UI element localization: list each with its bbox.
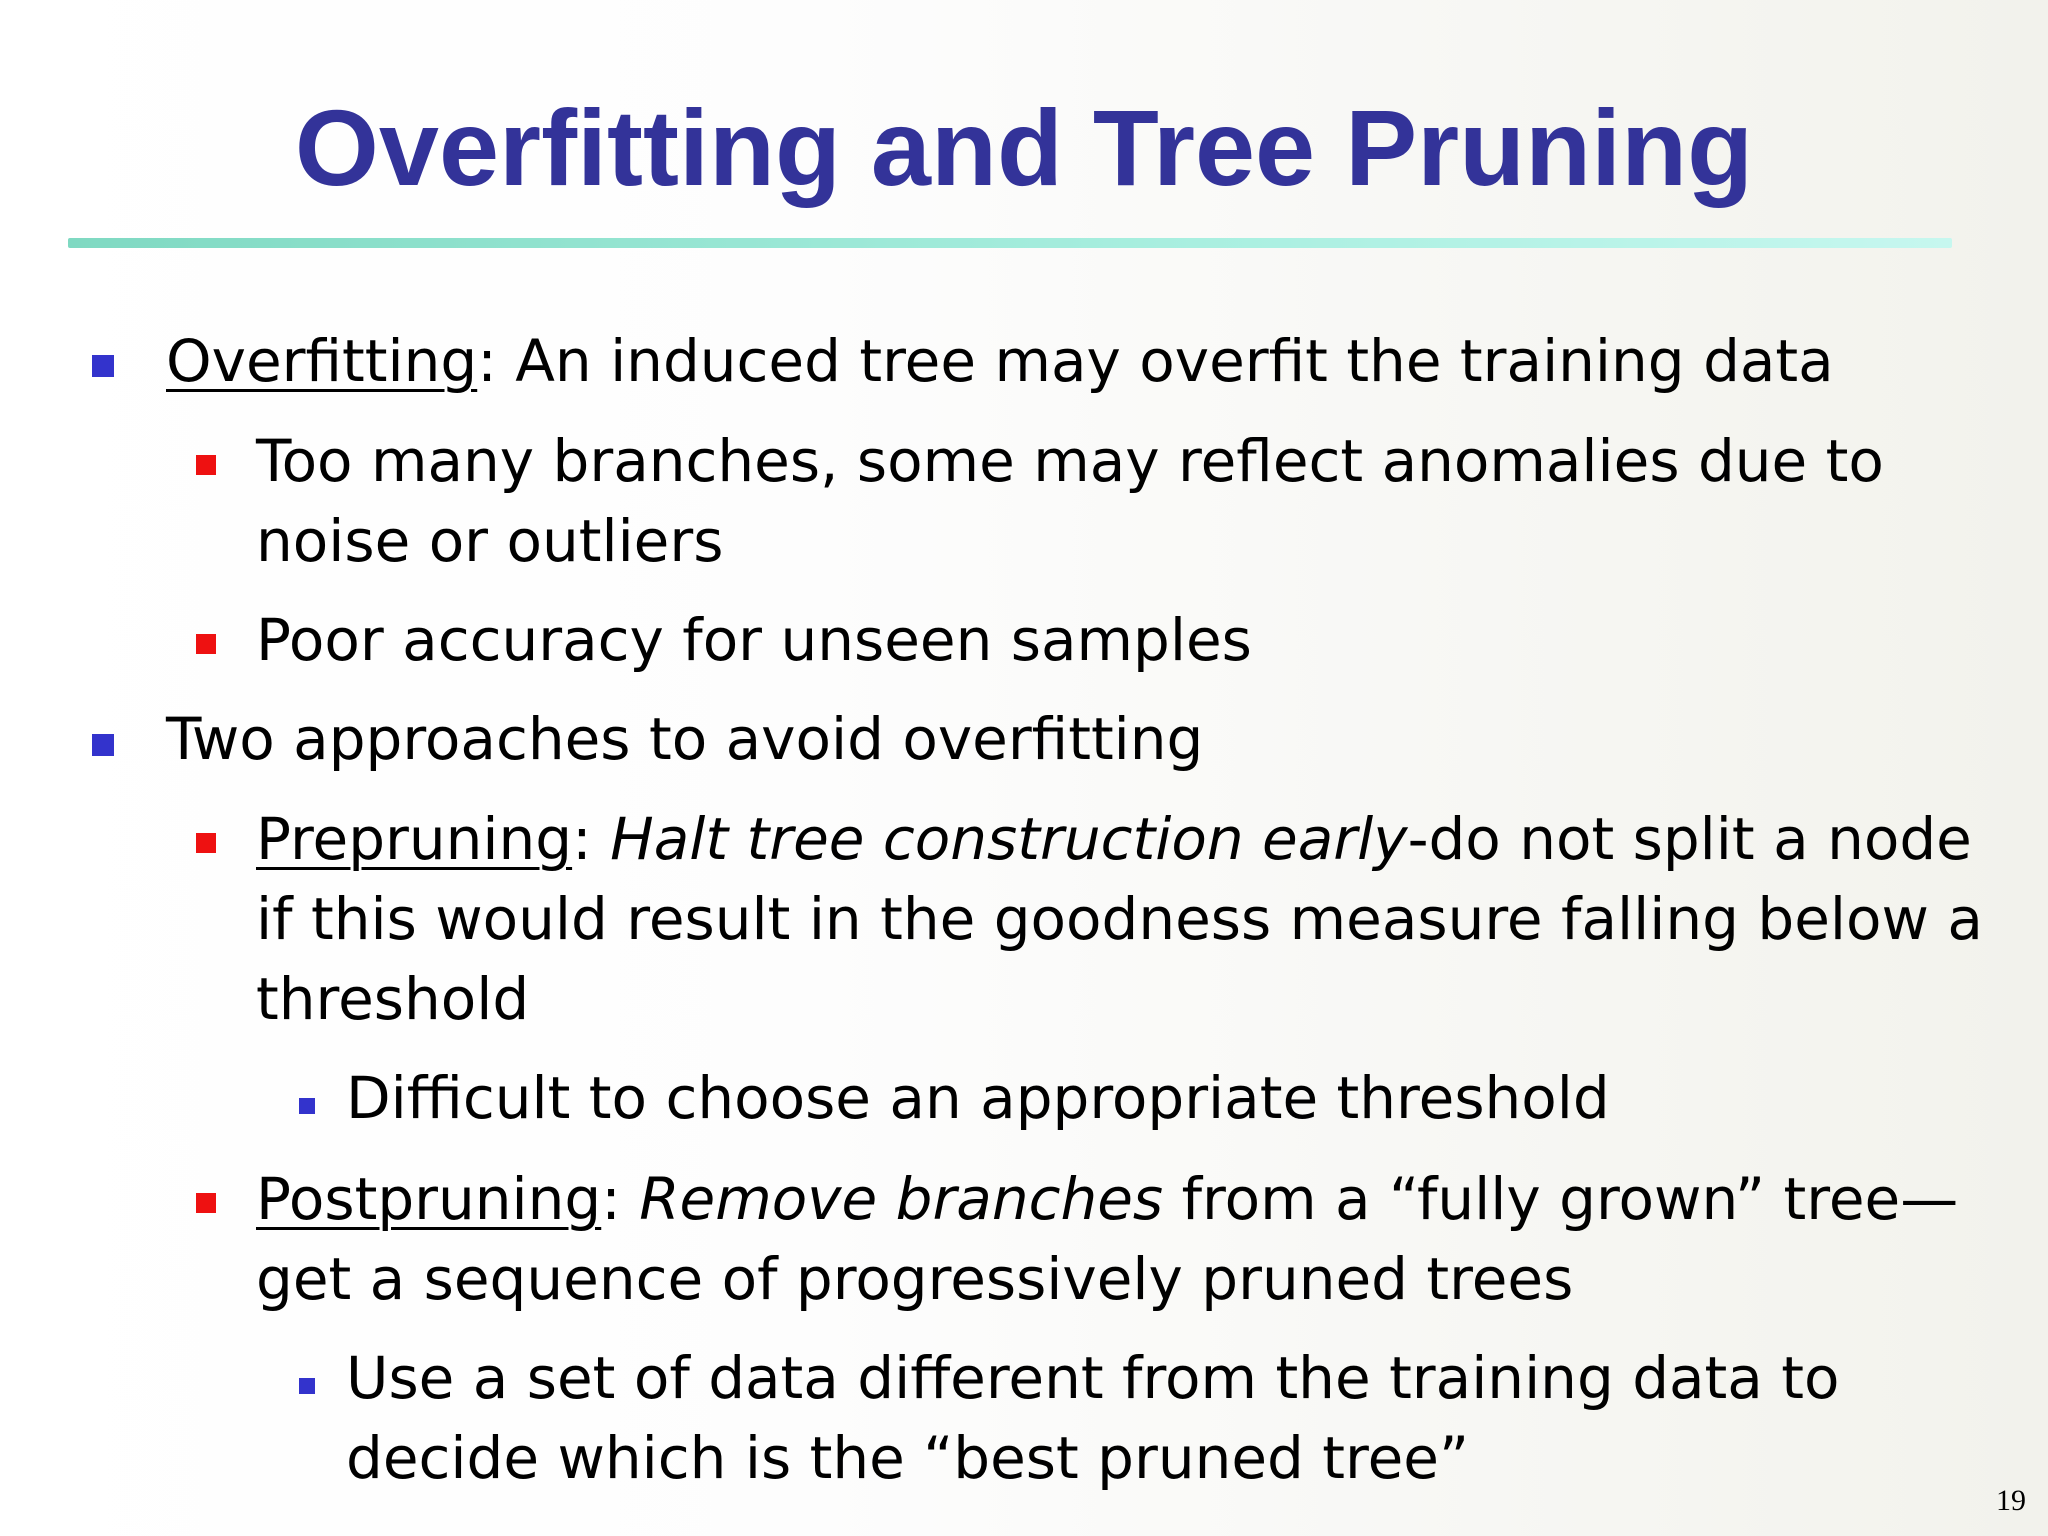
postpruning-colon: :: [601, 1165, 640, 1233]
term-prepruning: Prepruning: [256, 805, 573, 873]
postpruning-italic: Remove branches: [639, 1165, 1164, 1233]
title-underline-rule: [68, 238, 1952, 248]
level2-bullet-icon: [196, 634, 216, 654]
bullet-validation-line1: Use a set of data different from the training data to: [346, 1344, 1840, 1412]
bullet-overfitting: [166, 320, 1834, 402]
prepruning-rest: -do not split a node: [1407, 805, 1972, 873]
level2-bullet-icon: [196, 455, 216, 475]
slide-title: Overfitting and Tree Pruning: [294, 87, 1754, 208]
prepruning-colon: :: [572, 805, 611, 873]
postpruning-rest: from a “fully grown” tree—: [1163, 1165, 1959, 1233]
level3-bullet-icon: [299, 1378, 315, 1394]
bullet-postpruning-line2: get a sequence of progressively pruned trees: [256, 1245, 1574, 1313]
term-overfitting: Overfitting: [166, 327, 478, 395]
bullet-prepruning-line3: threshold: [256, 965, 530, 1033]
term-postpruning: Postpruning: [256, 1165, 602, 1233]
level2-bullet-icon: [196, 1193, 216, 1213]
bullet-poor-accuracy: Poor accuracy for unseen samples: [256, 606, 1252, 674]
bullet-postpruning-line1: [256, 1158, 1958, 1240]
overfitting-definition: : An induced tree may overfit the training data: [477, 327, 1834, 395]
prepruning-italic: Halt tree construction early: [610, 805, 1408, 873]
level1-bullet-icon: [92, 355, 114, 377]
level1-bullet-icon: [92, 734, 114, 756]
bullet-difficult-threshold: Difficult to choose an appropriate threshold: [346, 1064, 1610, 1132]
bullet-prepruning-line1: [256, 798, 1972, 880]
bullet-two-approaches: Two approaches to avoid overfitting: [166, 705, 1204, 773]
page-number: 19: [1996, 1484, 2026, 1517]
level3-bullet-icon: [299, 1098, 315, 1114]
bullet-too-many-branches-line1: Too many branches, some may reflect anomalies due to: [256, 427, 1884, 495]
level2-bullet-icon: [196, 833, 216, 853]
bullet-too-many-branches-line2: noise or outliers: [256, 507, 724, 575]
bullet-validation-line2: decide which is the “best pruned tree”: [346, 1424, 1470, 1492]
bullet-prepruning-line2: if this would result in the goodness measure falling below a: [256, 885, 1983, 953]
